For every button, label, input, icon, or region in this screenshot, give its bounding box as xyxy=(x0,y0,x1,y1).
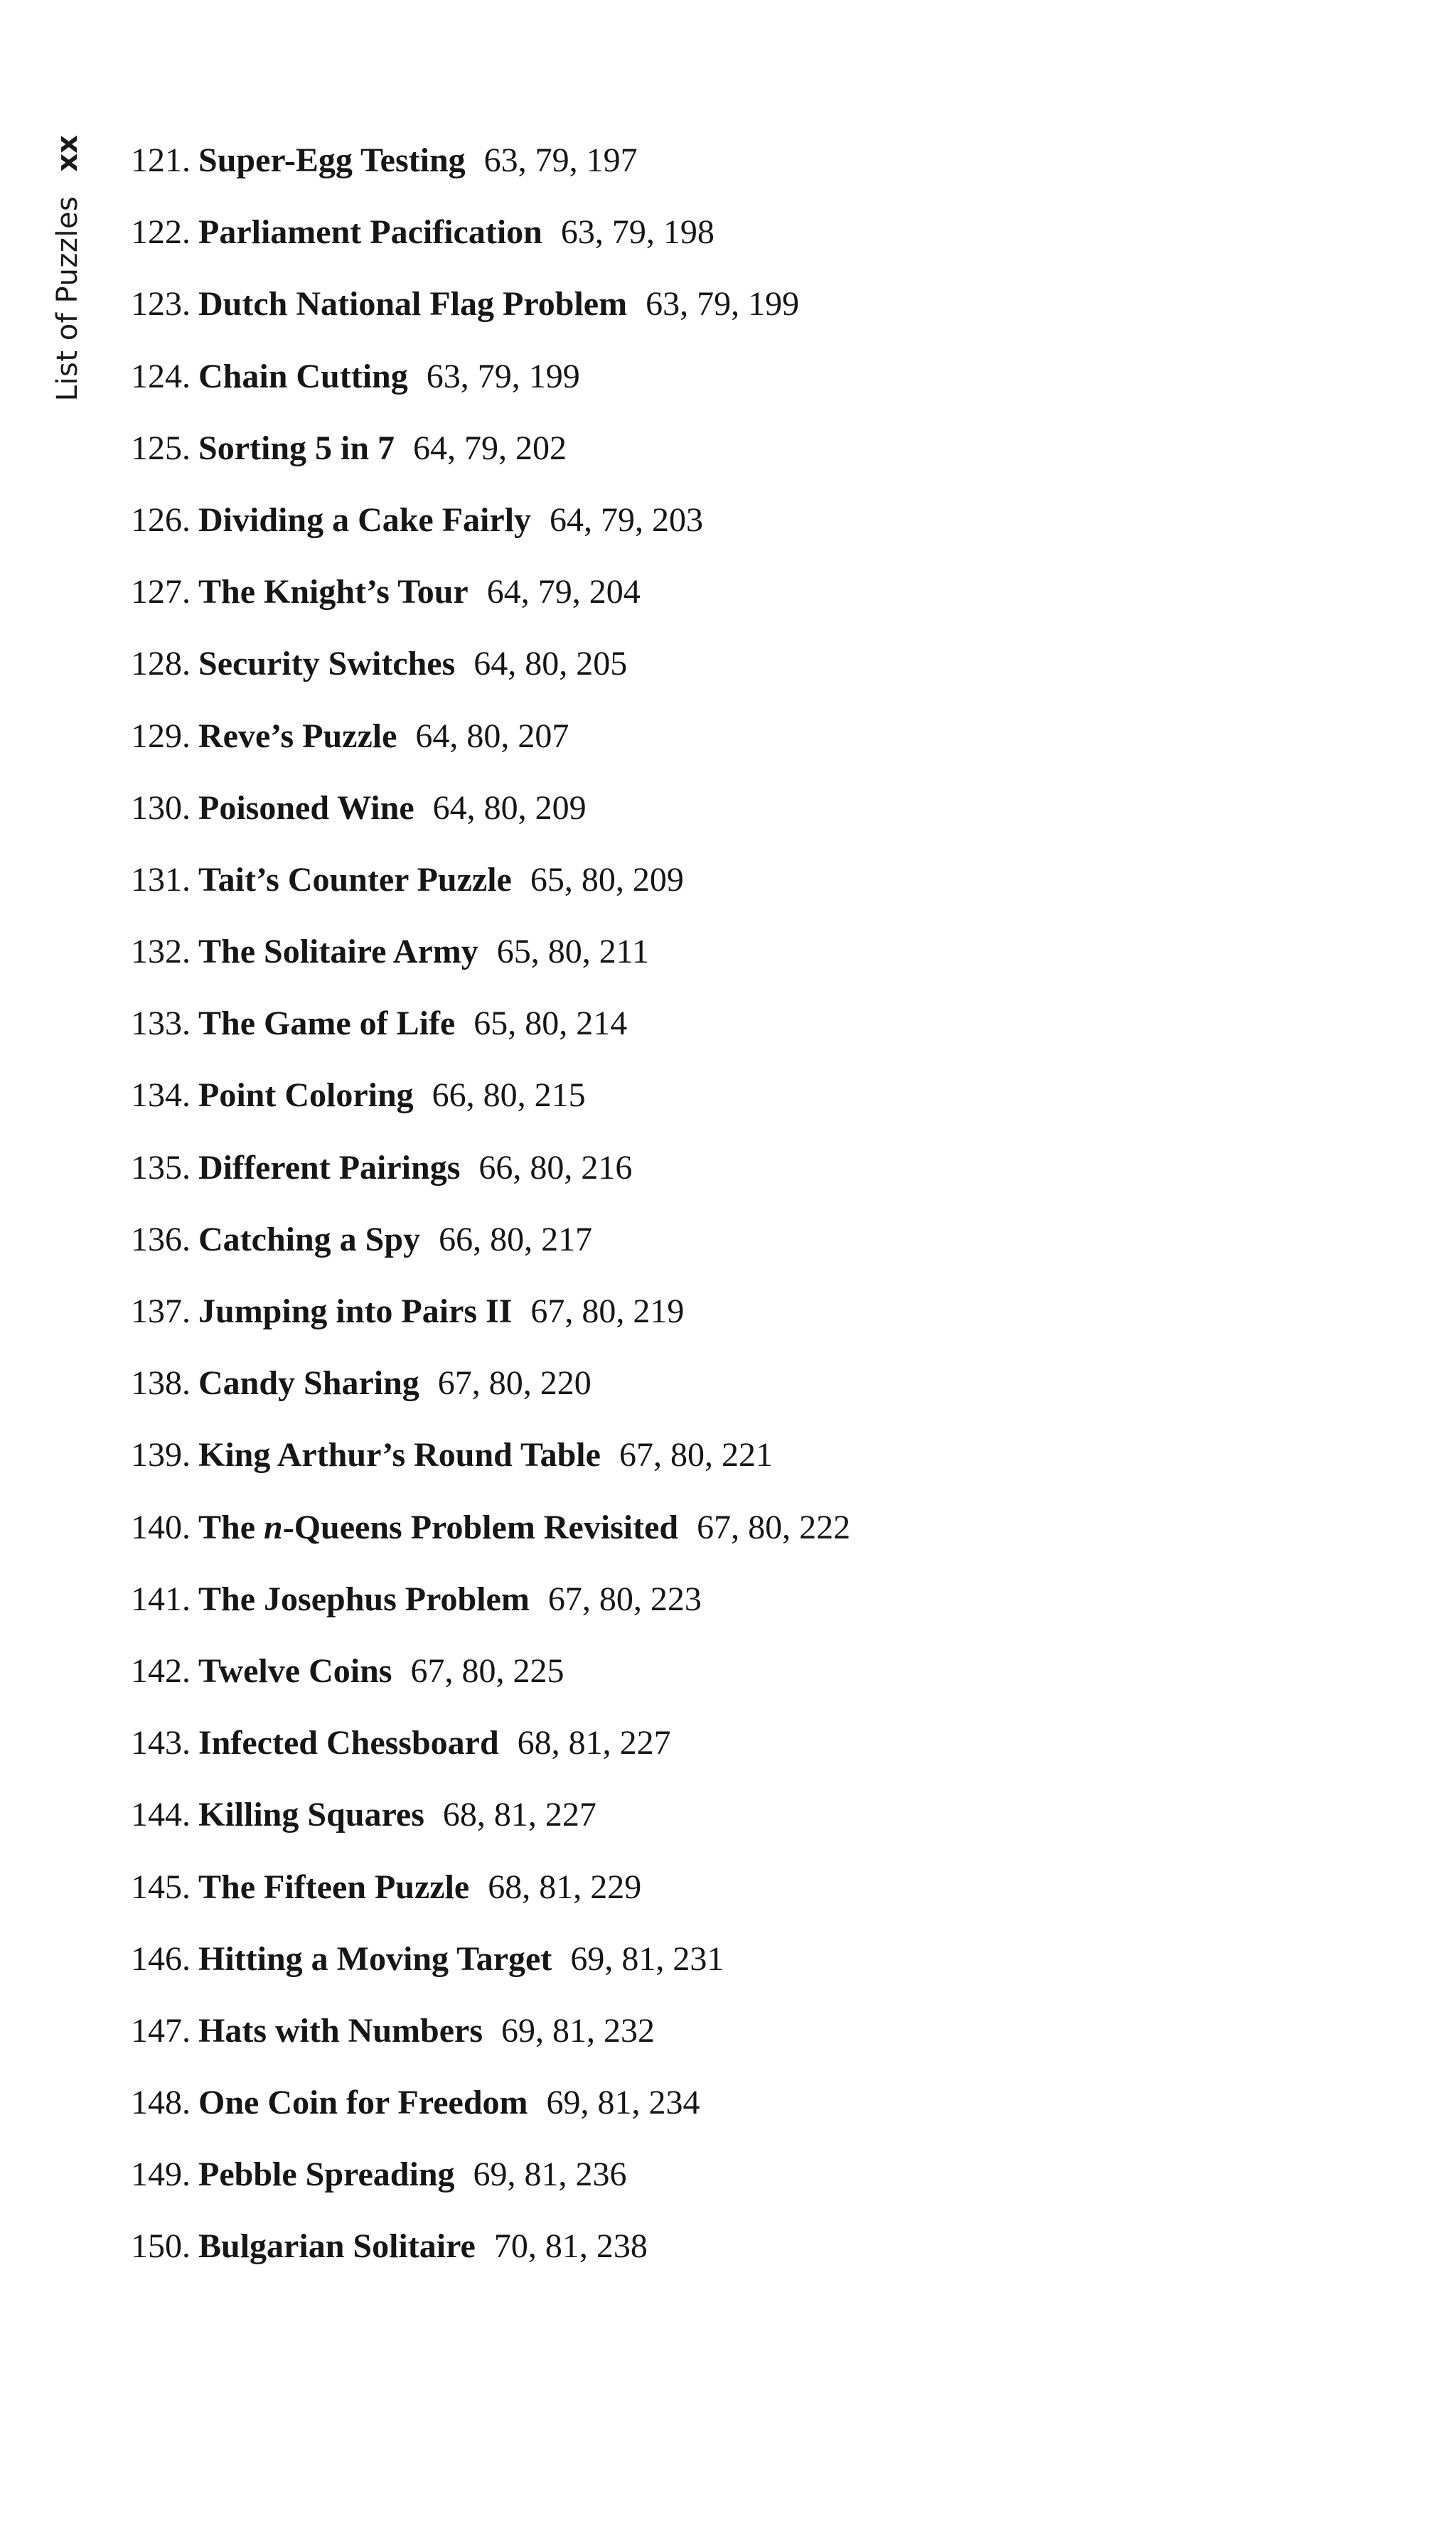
puzzle-pages: 66, 80, 217 xyxy=(439,1220,593,1258)
puzzle-pages: 63, 79, 197 xyxy=(483,141,638,179)
puzzle-number: 122. xyxy=(131,213,191,252)
puzzle-number: 136. xyxy=(131,1220,191,1258)
puzzle-title: The Josephus Problem xyxy=(198,1580,530,1618)
running-head-section: List of Puzzles xyxy=(51,196,84,402)
puzzle-list xyxy=(114,124,850,2283)
puzzle-pages: 63, 79, 199 xyxy=(646,285,800,323)
puzzle-pages: 65, 80, 211 xyxy=(496,933,649,971)
puzzle-pages: 68, 81, 227 xyxy=(517,1724,671,1762)
puzzle-number: 126. xyxy=(131,500,191,539)
puzzle-title: Reve’s Puzzle xyxy=(198,717,397,755)
puzzle-title: Security Switches xyxy=(198,645,456,683)
puzzle-number: 124. xyxy=(131,357,191,395)
puzzle-title: Jumping into Pairs II xyxy=(198,1292,513,1330)
puzzle-pages: 67, 80, 223 xyxy=(547,1580,702,1618)
puzzle-title: Twelve Coins xyxy=(198,1651,392,1690)
puzzle-pages: 70, 81, 238 xyxy=(493,2227,648,2266)
puzzle-number: 133. xyxy=(131,1005,191,1043)
puzzle-title: Infected Chessboard xyxy=(198,1724,499,1762)
puzzle-entry xyxy=(114,1132,850,1204)
page-folio: xx xyxy=(51,135,84,172)
puzzle-entry xyxy=(114,1419,850,1491)
puzzle-pages: 64, 80, 207 xyxy=(415,717,569,755)
puzzle-pages: 66, 80, 216 xyxy=(478,1148,633,1187)
puzzle-entry xyxy=(114,1347,850,1419)
puzzle-entry xyxy=(114,916,850,987)
puzzle-entry xyxy=(114,1851,850,1923)
puzzle-pages: 64, 79, 202 xyxy=(413,429,567,467)
puzzle-title: Bulgarian Solitaire xyxy=(198,2227,476,2266)
puzzle-pages: 67, 80, 219 xyxy=(530,1292,685,1330)
puzzle-entry xyxy=(114,987,850,1059)
puzzle-number: 144. xyxy=(131,1796,191,1834)
puzzle-entry xyxy=(114,556,850,628)
puzzle-number: 137. xyxy=(131,1292,191,1330)
puzzle-entry xyxy=(114,844,850,916)
puzzle-number: 127. xyxy=(131,573,191,611)
puzzle-title: Killing Squares xyxy=(198,1796,424,1834)
puzzle-pages: 64, 80, 205 xyxy=(473,645,628,683)
puzzle-title: Parliament Pacification xyxy=(198,213,542,252)
puzzle-title: Chain Cutting xyxy=(198,357,408,395)
puzzle-title: Hitting a Moving Target xyxy=(198,1939,552,1978)
puzzle-pages: 68, 81, 229 xyxy=(488,1868,642,1906)
puzzle-entry xyxy=(114,700,850,772)
puzzle-title xyxy=(198,1509,678,1546)
puzzle-entry xyxy=(114,484,850,556)
puzzle-pages: 63, 79, 199 xyxy=(426,357,580,395)
puzzle-pages: 66, 80, 215 xyxy=(432,1076,586,1115)
puzzle-title: Catching a Spy xyxy=(198,1220,421,1258)
puzzle-number: 142. xyxy=(131,1651,191,1690)
puzzle-number: 143. xyxy=(131,1724,191,1762)
puzzle-title: Tait’s Counter Puzzle xyxy=(198,860,512,899)
puzzle-entry xyxy=(114,2067,850,2138)
puzzle-title: Sorting 5 in 7 xyxy=(198,429,395,467)
puzzle-number: 141. xyxy=(131,1580,191,1618)
puzzle-entry xyxy=(114,1707,850,1779)
puzzle-entry xyxy=(114,1923,850,1995)
puzzle-pages: 65, 80, 214 xyxy=(473,1005,628,1043)
puzzle-title: One Coin for Freedom xyxy=(198,2084,528,2122)
puzzle-number: 150. xyxy=(131,2227,191,2266)
puzzle-title-prefix: The xyxy=(198,1508,264,1546)
puzzle-title: The Game of Life xyxy=(198,1005,456,1043)
puzzle-number: 148. xyxy=(131,2084,191,2122)
puzzle-pages: 69, 81, 236 xyxy=(473,2156,627,2194)
puzzle-entry xyxy=(114,1995,850,2067)
puzzle-title: The Fifteen Puzzle xyxy=(198,1868,470,1906)
puzzle-pages: 67, 80, 225 xyxy=(410,1651,564,1690)
puzzle-entry xyxy=(114,124,850,196)
puzzle-pages: 69, 81, 231 xyxy=(570,1939,724,1978)
puzzle-number: 134. xyxy=(131,1076,191,1115)
puzzle-title: Candy Sharing xyxy=(198,1364,419,1403)
puzzle-pages: 67, 80, 220 xyxy=(437,1364,592,1403)
puzzle-entry xyxy=(114,341,850,412)
puzzle-title: Hats with Numbers xyxy=(198,2011,483,2050)
puzzle-number: 145. xyxy=(131,1868,191,1906)
puzzle-pages: 67, 80, 222 xyxy=(697,1508,851,1546)
puzzle-entry xyxy=(114,268,850,340)
running-head-rotated xyxy=(28,135,107,419)
puzzle-number: 125. xyxy=(131,429,191,467)
puzzle-entry xyxy=(114,628,850,700)
puzzle-entry xyxy=(114,1635,850,1707)
puzzle-title: The Knight’s Tour xyxy=(198,573,469,611)
puzzle-entry xyxy=(114,412,850,484)
puzzle-number: 149. xyxy=(131,2156,191,2194)
puzzle-entry xyxy=(114,772,850,844)
puzzle-pages: 69, 81, 234 xyxy=(546,2084,700,2122)
puzzle-pages: 64, 79, 203 xyxy=(550,500,704,539)
running-head xyxy=(28,135,107,419)
puzzle-entry xyxy=(114,1204,850,1275)
puzzle-entry xyxy=(114,1779,850,1851)
puzzle-number: 139. xyxy=(131,1436,191,1474)
puzzle-title: Poisoned Wine xyxy=(198,788,414,827)
puzzle-number: 130. xyxy=(131,788,191,827)
puzzle-number: 123. xyxy=(131,285,191,323)
puzzle-entry xyxy=(114,1275,850,1347)
puzzle-pages: 63, 79, 198 xyxy=(560,213,714,252)
puzzle-title-variable: n xyxy=(264,1508,283,1546)
puzzle-number: 131. xyxy=(131,860,191,899)
puzzle-title: King Arthur’s Round Table xyxy=(198,1436,601,1474)
puzzle-number: 128. xyxy=(131,645,191,683)
puzzle-entry xyxy=(114,1492,850,1563)
puzzle-title: Super-Egg Testing xyxy=(198,141,466,179)
puzzle-entry xyxy=(114,1563,850,1635)
puzzle-entry xyxy=(114,1059,850,1131)
puzzle-entry xyxy=(114,196,850,268)
puzzle-number: 121. xyxy=(131,141,191,179)
puzzle-title: Point Coloring xyxy=(198,1076,414,1115)
puzzle-number: 147. xyxy=(131,2011,191,2050)
puzzle-pages: 64, 79, 204 xyxy=(486,573,641,611)
puzzle-pages: 68, 81, 227 xyxy=(442,1796,596,1834)
puzzle-title: Dividing a Cake Fairly xyxy=(198,500,532,539)
puzzle-pages: 64, 80, 209 xyxy=(432,788,587,827)
puzzle-title: The Solitaire Army xyxy=(198,933,478,971)
puzzle-number: 135. xyxy=(131,1148,191,1187)
puzzle-number: 132. xyxy=(131,933,191,971)
puzzle-pages: 69, 81, 232 xyxy=(501,2011,655,2050)
puzzle-number: 138. xyxy=(131,1364,191,1403)
puzzle-title: Different Pairings xyxy=(198,1148,461,1187)
puzzle-title: Pebble Spreading xyxy=(198,2156,455,2194)
puzzle-number: 140. xyxy=(131,1508,191,1546)
puzzle-title-suffix: -Queens Problem Revisited xyxy=(282,1508,679,1546)
puzzle-pages: 65, 80, 209 xyxy=(530,860,684,899)
puzzle-number: 129. xyxy=(131,717,191,755)
puzzle-title: Dutch National Flag Problem xyxy=(198,285,628,323)
puzzle-number: 146. xyxy=(131,1939,191,1978)
puzzle-entry xyxy=(114,2138,850,2210)
puzzle-entry xyxy=(114,2210,850,2282)
puzzle-pages: 67, 80, 221 xyxy=(619,1436,773,1474)
